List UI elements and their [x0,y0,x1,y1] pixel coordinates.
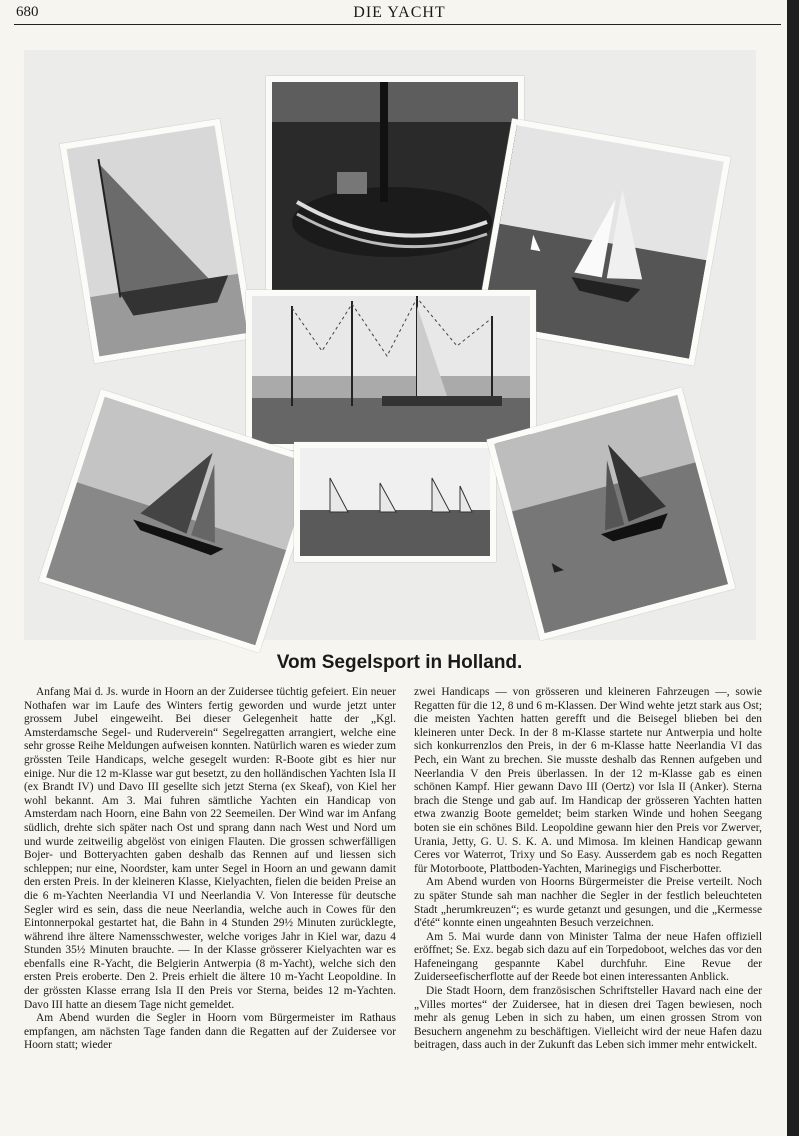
page-binding-edge [787,0,799,1136]
article-column-left [24,686,396,1053]
photo-collage [24,50,756,640]
header-rule [14,24,781,25]
paragraph: Die Stadt Hoorn, dem französischen Schriftsteller Havard nach eine der „Villes mortes“ der Zuidersee, hat in diesen drei Tagen bewiesen, noch mehr als genug Leben in sich zu haben, um einen grossen Strom von Besuchern angenehm zu beschäftigen. Vielleicht wird der neue Hafen dazu beitragen, dass auch in der Zukunft das Leben sich immer mehr entwickelt. [414,985,762,1052]
paragraph: Am Abend wurden von Hoorns Bürgermeister die Preise verteilt. Noch zu später Stunde sah man nachher die Segler in der festlich beleuchteten Stadt „herumkreuzen“; es wurde getanzt und gesungen, und die „Kermesse d'été“ konnte einen ungeahnten Besuch verzeichnen. [414,876,762,930]
running-title: DIE YACHT [353,4,446,21]
paragraph: Am Abend wurden die Segler in Hoorn vom Bürgermeister im Rathaus empfangen, am nächsten Tage fanden dann die Regatten auf der Zuidersee vor Hoorn statt; wieder [24,1012,396,1052]
photo-sailboat-left [60,119,255,364]
photo-fleet-small [294,442,496,562]
article-title: Vom Segelsport in Holland. [276,652,523,673]
article-column-right [414,686,762,1053]
paragraph: Anfang Mai d. Js. wurde in Hoorn an der Zuidersee tüchtig gefeiert. Ein neuer Nothafen war im Laufe des Winters fertig geworden und wurde jetzt unter grossem Jubel eingeweiht. Bei dieser Gelegenheit hatte der „Kgl. Amsterdamsche Segel- und Ruderverein“ Segelregatten arrangiert, welche eine sehr grosse Reihe Meldungen aufweisen konnten. Natürlich waren es wieder zum grössten Teile Handicaps, welche gesegelt wurden: R-Boote gibt es hier nur einige. Nur die 12 m-Klasse war gut besetzt, zu den holländischen Yachten Isla II (ex Brandt IV) und Davo III gesellte sich jetzt Sterna (ex Skeaf), von Kiel her wohl bekannt. Am 3. Mai fuhren sämtliche Yachten ein Handicap von Amsterdam nach Hoorn, eine Bahn von 22 Seemeilen. Der Wind war im Anfang südlich, drehte sich später nach Ost und sprang dann nach West und Nord um und wurde zeitweilig abgelöst von einigen Flauten. Die grossen schwerfälligen Bojer- und Botteryachten gaben deshalb das Rennen auf und liessen sich schleppen; nur eine, Noordster, kam unter Segel in Hoorn an und gewann damit den ersten Preis. In der kleineren Klasse, Kielyachten, fielen die beiden Preise an die 6 m-Yachten Neerlandia VI und Neerlandia V. Von Interesse für deutsche Segler wird es sein, dass die neue Neerlandia, welche auch in Cowes für den Eintonnerpokal gestartet hat, die Bahn in 4 Stunden 29½ Minuten zurücklegte, während ihre ältere Namensschwester, welche voriges Jahr in Kiel war, dazu 4 Stunden 35½ Minuten brauchte. — In der Klasse grösserer Kielyachten war es ebenfalls eine R-Yacht, die Belgierin Antwerpia (8 m-Yacht), welche sich den ersten Preis eroberte. Den 2. Preis erhielt die ältere 10 m-Yacht Leopoldine. In der grössten Klasse errang Isla II den Preis vor Sterna, beides 12 m-Yachten. Davo III hatte an diesem Tage nicht gemeldet. [24,686,396,1011]
photo-harbor-flags [246,290,536,450]
page-number: 680 [16,4,39,20]
paragraph: zwei Handicaps — von grösseren und kleineren Fahrzeugen —, sowie Regatten für die 12, 8 und 6 m-Klassen. Der Wind wehte jetzt stark aus Ost; die meisten Yachten hatten gerefft und die Beisegel blieben bei den kleineren unter Deck. In der 8 m-Klasse startete nur Antwerpia und holte sich konkurrenzlos den Preis, in der 6 m-Klasse hatte Neerlandia VI das Pech, ein Want zu brechen. Sie musste deshalb das Rennen aufgeben und Neerlandia V den Preis überlassen. In der 12 m-Klasse gab es einen schönen Kampf. Hier gewann Davo III (Oertz) vor Isla II (Anker). Sterna brach die Stenge und gab auf. Im Handicap der grösseren Yachten hatten etwa zwanzig Boote gemeldet; beim starken Winde und hohen Seegang boten sie ein schönes Bild. Leopoldine gewann hier den Preis vor Zwerver, Urania, Jetty, G. U. S. K. A. und Mimosa. Im kleinen Handicap gewann Ceres vor Waterrot, Trixy und So Easy. Ausserdem gab es noch Regatten für Motorboote, Plattboden-Yachten, Marinegigs und Fischerbotter. [414,686,762,875]
paragraph: Am 5. Mai wurde dann von Minister Talma der neue Hafen offiziell eröffnet; Se. Exz. begab sich dazu auf ein Torpedoboot, welches das vor den Hafeneingang gespannte Kabel durchfuhr. Eine Revue der Zuiderseefischerflotte auf der Reede bot einen interessanten Anblick. [414,930,762,984]
